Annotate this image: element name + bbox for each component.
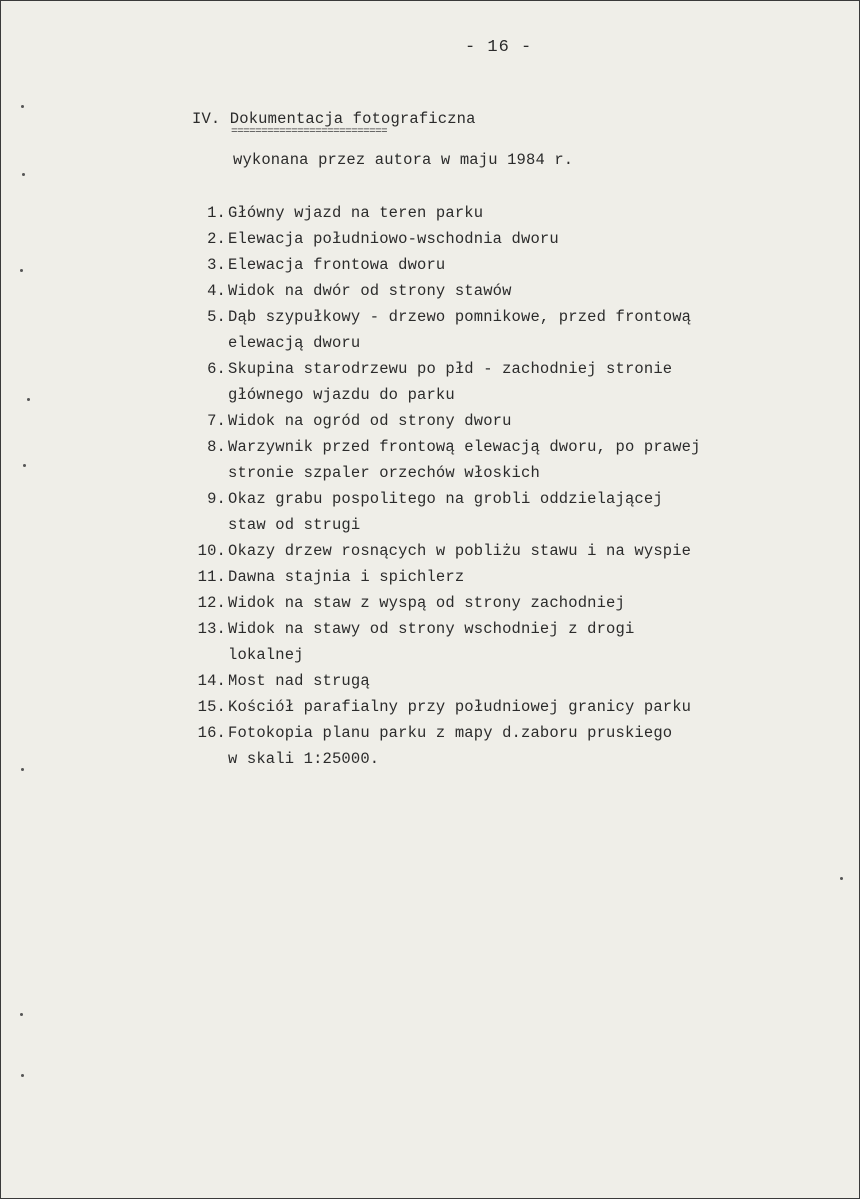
list-item [177, 486, 701, 538]
page-number: - 16 - [465, 38, 533, 57]
item-number: 16. [197, 724, 226, 742]
list-item [177, 434, 701, 486]
scan-speck [27, 398, 30, 401]
scan-speck [20, 1013, 23, 1016]
item-text-line: Widok na stawy od strony wschodniej z drogi [228, 620, 635, 638]
section-heading: IV. Dokumentacja fotograficzna [192, 110, 476, 128]
item-text [226, 278, 512, 304]
list-item [177, 226, 701, 252]
item-text-line: głównego wjazdu do parku [228, 386, 455, 404]
list-item [177, 408, 701, 434]
item-text [226, 200, 483, 226]
list-item [177, 278, 701, 304]
item-text [226, 434, 701, 486]
item-text-line: Skupina starodrzewu po płd - zachodniej stronie [228, 360, 673, 378]
item-number: 4. [207, 282, 226, 300]
list-item [177, 616, 701, 668]
item-text [226, 226, 559, 252]
list-item [177, 200, 701, 226]
item-text [226, 538, 691, 564]
scan-speck [21, 768, 24, 771]
scan-speck [23, 464, 26, 467]
list-item [177, 694, 701, 720]
item-text-line: Kościół parafialny przy południowej granicy parku [228, 698, 692, 716]
item-number: 3. [207, 256, 226, 274]
list-item [177, 564, 701, 590]
list-item [177, 304, 701, 356]
list-item [177, 720, 701, 772]
list-item [177, 590, 701, 616]
item-text-line: Dawna stajnia i spichlerz [228, 568, 465, 586]
item-text-line: Most nad strugą [228, 672, 370, 690]
item-number: 2. [207, 230, 226, 248]
list-item [177, 252, 701, 278]
scan-speck [21, 1074, 24, 1077]
item-number: 15. [197, 698, 226, 716]
item-number: 14. [197, 672, 226, 690]
item-number: 13. [197, 620, 226, 638]
scan-speck [21, 105, 24, 108]
item-number: 9. [207, 490, 226, 508]
item-text [226, 408, 512, 434]
item-number: 12. [197, 594, 226, 612]
item-text-line: Główny wjazd na teren parku [228, 204, 484, 222]
photo-list [177, 200, 701, 772]
item-text-line: Warzywnik przed frontową elewacją dworu, po prawej [228, 438, 701, 456]
item-text [226, 252, 445, 278]
item-text-line: Dąb szypułkowy - drzewo pomnikowe, przed frontową [228, 308, 692, 326]
list-item [177, 538, 701, 564]
item-text [226, 564, 464, 590]
item-text-line: Elewacja południowo-wschodnia dworu [228, 230, 559, 248]
item-text-line: w skali 1:25000. [228, 750, 380, 768]
item-text-line: staw od strugi [228, 516, 361, 534]
list-item [177, 356, 701, 408]
item-text [226, 720, 672, 772]
item-text [226, 486, 663, 538]
item-text-line: stronie szpaler orzechów włoskich [228, 464, 540, 482]
item-text [226, 694, 691, 720]
item-number: 1. [207, 204, 226, 222]
scan-speck [20, 269, 23, 272]
item-number: 11. [197, 568, 226, 586]
item-text-line: Widok na dwór od strony stawów [228, 282, 512, 300]
item-number: 8. [207, 438, 226, 456]
scan-speck [22, 173, 25, 176]
item-text-line: Widok na staw z wyspą od strony zachodniej [228, 594, 625, 612]
item-text-line: Okazy drzew rosnących w pobliżu stawu i na wyspie [228, 542, 692, 560]
item-text [226, 356, 672, 408]
item-text-line: elewacją dworu [228, 334, 361, 352]
item-number: 7. [207, 412, 226, 430]
item-text [226, 668, 370, 694]
item-text-line: Elewacja frontowa dworu [228, 256, 446, 274]
item-number: 10. [197, 542, 226, 560]
list-item [177, 668, 701, 694]
section-subtitle: wykonana przez autora w maju 1984 r. [233, 151, 574, 169]
item-text [226, 616, 634, 668]
scan-speck [840, 877, 843, 880]
item-text-line: Widok na ogród od strony dworu [228, 412, 512, 430]
heading-underline: ========================== [231, 126, 388, 138]
item-text-line: Okaz grabu pospolitego na grobli oddzielającej [228, 490, 663, 508]
item-text-line: Fotokopia planu parku z mapy d.zaboru pruskiego [228, 724, 673, 742]
item-text [226, 304, 691, 356]
item-text-line: lokalnej [228, 646, 304, 664]
item-number: 6. [207, 360, 226, 378]
item-text [226, 590, 625, 616]
item-number: 5. [207, 308, 226, 326]
